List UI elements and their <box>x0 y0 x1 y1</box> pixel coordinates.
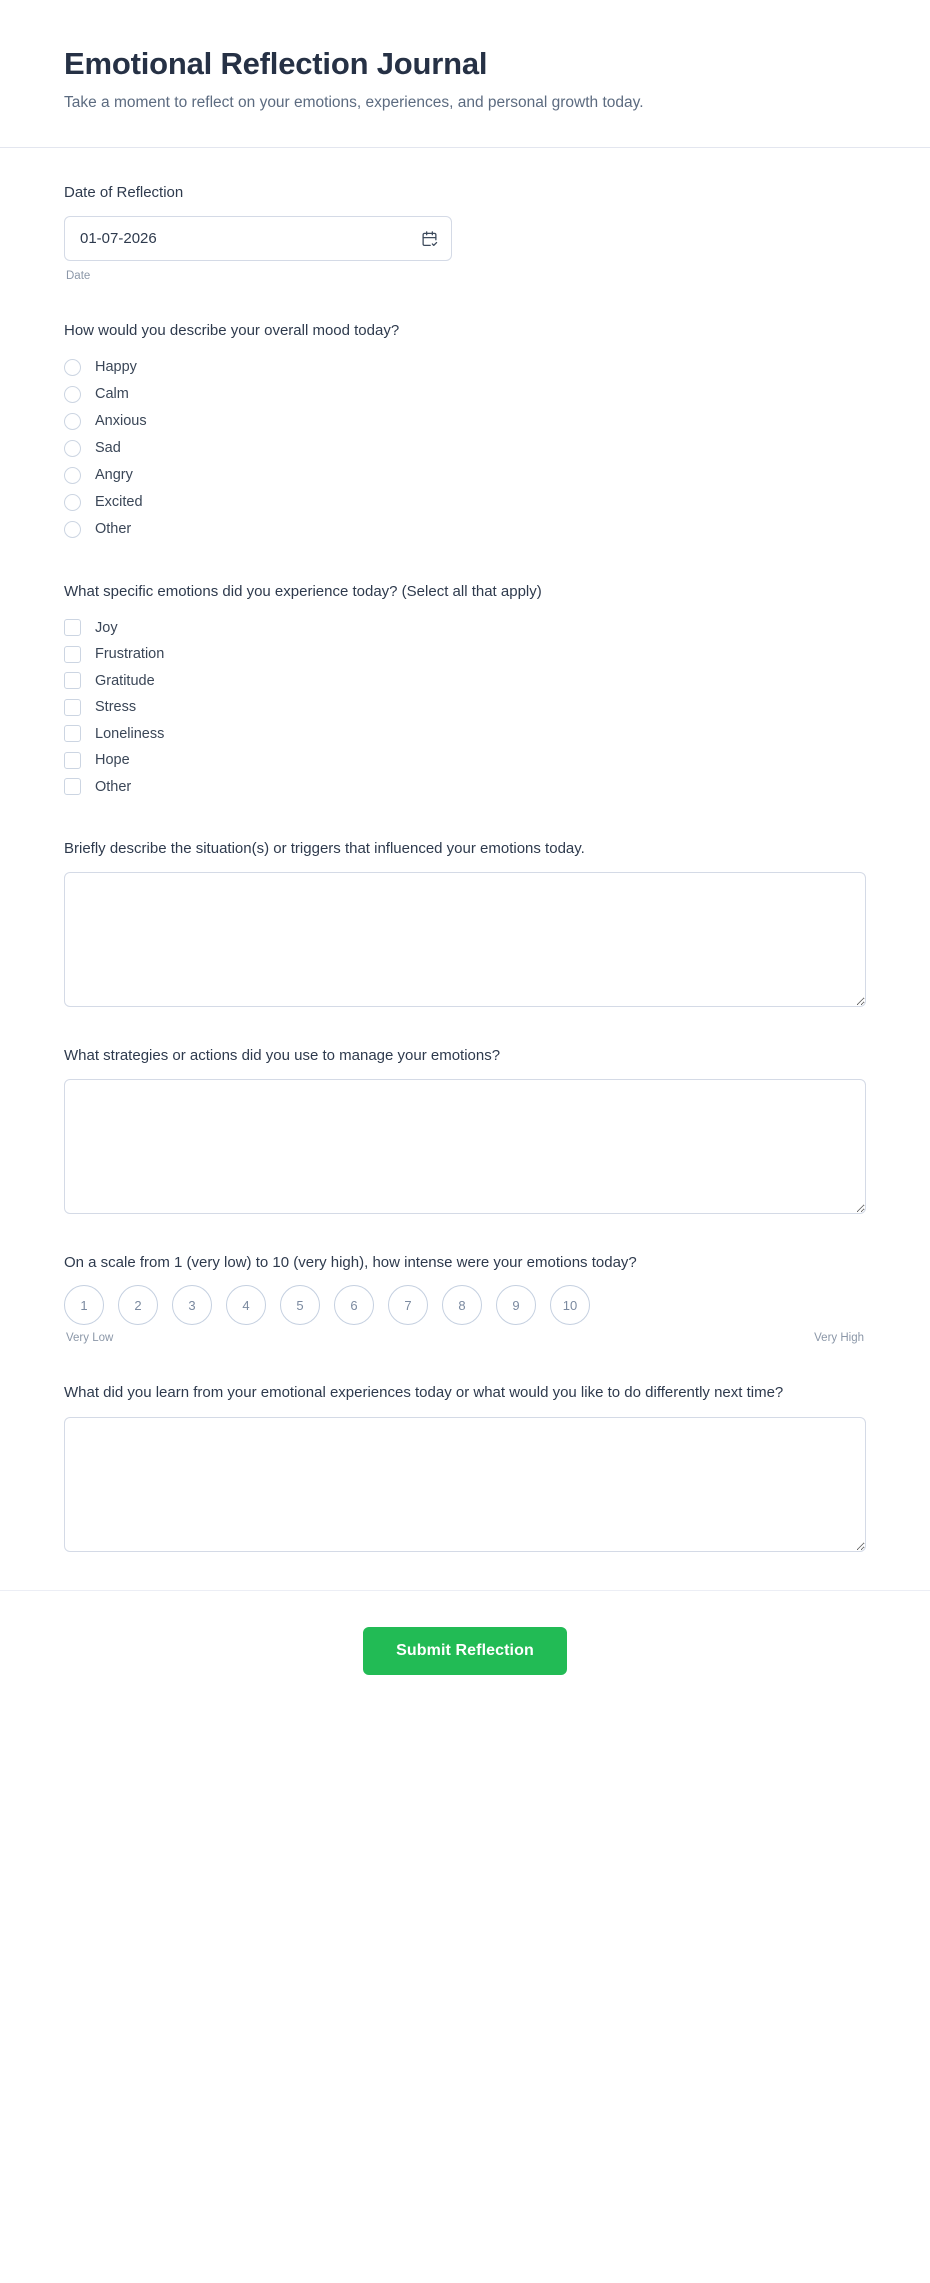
emotions-question-label: What specific emotions did you experience today? (Select all that apply) <box>64 582 542 600</box>
option-label: Other <box>95 778 132 795</box>
emotions-options-list <box>64 615 866 801</box>
radio-icon[interactable] <box>64 440 81 457</box>
radio-icon[interactable] <box>64 521 81 538</box>
radio-icon[interactable] <box>64 359 81 376</box>
option-label: Stress <box>95 699 137 716</box>
rating-option-3[interactable]: 3 <box>172 1285 212 1325</box>
emotion-option-hope[interactable] <box>64 747 866 774</box>
learning-textarea[interactable] <box>64 1417 866 1552</box>
checkbox-icon[interactable] <box>64 672 81 689</box>
option-label: Excited <box>95 494 143 511</box>
checkbox-icon[interactable] <box>64 646 81 663</box>
radio-icon[interactable] <box>64 413 81 430</box>
mood-option-other[interactable] <box>64 516 866 543</box>
strategies-textarea[interactable] <box>64 1079 866 1214</box>
intensity-question-block <box>64 1252 866 1345</box>
checkbox-icon[interactable] <box>64 725 81 742</box>
option-label: Other <box>95 521 132 538</box>
situations-question-label: Briefly describe the situation(s) or triggers that influenced your emotions today. <box>64 840 585 858</box>
option-label: Angry <box>95 467 133 484</box>
situations-question-block <box>64 838 866 1007</box>
submit-button[interactable]: Submit Reflection <box>363 1627 567 1675</box>
option-label: Anxious <box>95 413 147 430</box>
rating-option-4[interactable]: 4 <box>226 1285 266 1325</box>
rating-endpoint-labels <box>64 1332 866 1344</box>
emotion-option-other[interactable] <box>64 774 866 801</box>
emotion-option-stress[interactable] <box>64 694 866 721</box>
strategies-question-label: What strategies or actions did you use to manage your emotions? <box>64 1046 501 1064</box>
form-footer <box>0 1591 930 1723</box>
emotions-question-block <box>64 581 866 800</box>
option-label: Loneliness <box>95 725 165 742</box>
page-header <box>0 0 930 147</box>
radio-icon[interactable] <box>64 386 81 403</box>
mood-question-block <box>64 320 866 543</box>
form-body <box>0 148 930 1552</box>
option-label: Sad <box>95 440 121 457</box>
rating-option-2[interactable]: 2 <box>118 1285 158 1325</box>
mood-option-calm[interactable] <box>64 381 866 408</box>
rating-option-7[interactable]: 7 <box>388 1285 428 1325</box>
page-title: Emotional Reflection Journal <box>64 46 488 81</box>
date-input[interactable] <box>64 216 452 261</box>
checkbox-icon[interactable] <box>64 699 81 716</box>
rating-option-9[interactable]: 9 <box>496 1285 536 1325</box>
rating-scale <box>64 1285 866 1325</box>
emotion-option-joy[interactable] <box>64 615 866 642</box>
emotion-option-gratitude[interactable] <box>64 668 866 695</box>
mood-option-anxious[interactable] <box>64 408 866 435</box>
radio-icon[interactable] <box>64 467 81 484</box>
rating-option-6[interactable]: 6 <box>334 1285 374 1325</box>
option-label: Happy <box>95 359 137 376</box>
option-label: Joy <box>95 619 118 636</box>
rating-option-8[interactable]: 8 <box>442 1285 482 1325</box>
mood-option-excited[interactable] <box>64 489 866 516</box>
rating-low-label: Very Low <box>66 1332 114 1345</box>
rating-option-5[interactable]: 5 <box>280 1285 320 1325</box>
page-subtitle: Take a moment to reflect on your emotions, experiences, and personal growth today. <box>64 93 644 111</box>
date-of-reflection-field <box>64 182 866 282</box>
date-input-wrapper <box>64 216 452 261</box>
mood-option-angry[interactable] <box>64 462 866 489</box>
intensity-question-label: On a scale from 1 (very low) to 10 (very high), how intense were your emotions today? <box>64 1253 637 1271</box>
option-label: Calm <box>95 386 129 403</box>
date-field-label: Date of Reflection <box>64 184 184 202</box>
emotion-option-frustration[interactable] <box>64 641 866 668</box>
option-label: Hope <box>95 752 130 769</box>
checkbox-icon[interactable] <box>64 619 81 636</box>
rating-high-label: Very High <box>814 1332 864 1345</box>
rating-option-1[interactable]: 1 <box>64 1285 104 1325</box>
option-label: Gratitude <box>95 672 155 689</box>
mood-option-sad[interactable] <box>64 435 866 462</box>
option-label: Frustration <box>95 646 165 663</box>
emotion-option-loneliness[interactable] <box>64 721 866 748</box>
mood-option-happy[interactable] <box>64 354 866 381</box>
checkbox-icon[interactable] <box>64 752 81 769</box>
learning-question-block <box>64 1382 866 1552</box>
learning-question-label: What did you learn from your emotional experiences today or what would you like to do differently next time? <box>64 1384 784 1402</box>
radio-icon[interactable] <box>64 494 81 511</box>
mood-question-label: How would you describe your overall mood today? <box>64 322 400 340</box>
strategies-question-block <box>64 1045 866 1214</box>
date-helper-text: Date <box>66 270 91 283</box>
checkbox-icon[interactable] <box>64 778 81 795</box>
rating-option-10[interactable]: 10 <box>550 1285 590 1325</box>
mood-options-list <box>64 354 866 543</box>
situations-textarea[interactable] <box>64 872 866 1007</box>
